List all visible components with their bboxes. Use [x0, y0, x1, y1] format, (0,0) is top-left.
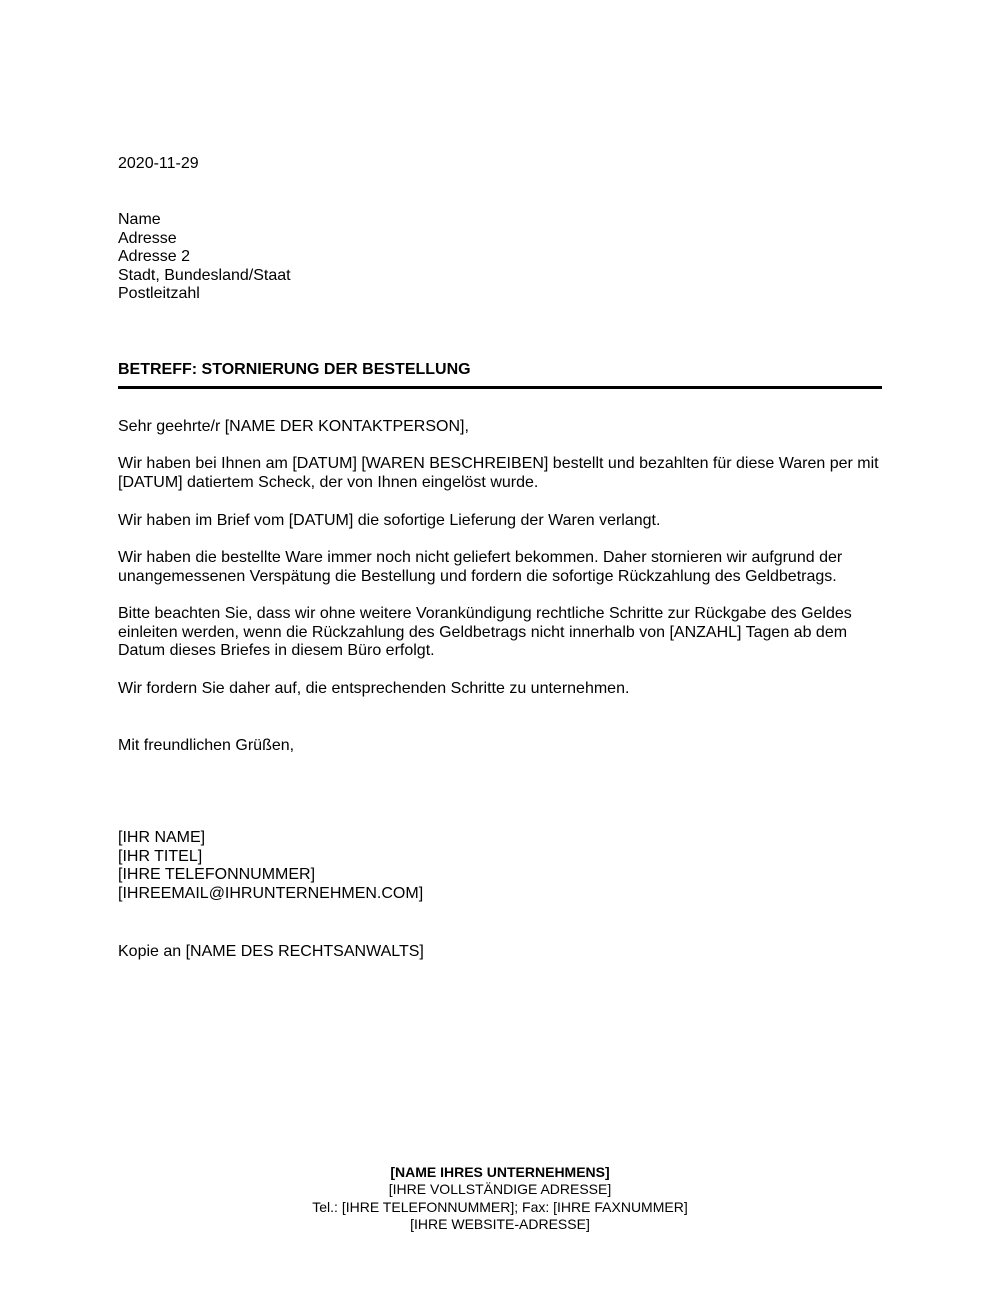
subject-divider: [118, 386, 882, 389]
recipient-address-line-2: Adresse 2: [118, 248, 191, 266]
footer-website: [IHRE WEBSITE-ADRESSE]: [410, 1216, 590, 1233]
signature-block: [118, 829, 423, 903]
recipient-postal-code: Postleitzahl: [118, 285, 200, 303]
sender-title: [IHR TITEL]: [118, 847, 203, 865]
recipient-address-block: [118, 211, 291, 304]
body-paragraph: Bitte beachten Sie, dass wir ohne weitere Vorankündigung rechtliche Schritte zur Rückgabe des Geldes einleiten werden, wenn die Rückzahlung des Geldbetrags nicht innerhalb von [ANZAHL] Tagen ab dem Datum dieses Briefes in diesem Büro erfolgt.: [118, 605, 852, 659]
recipient-name: Name: [118, 211, 161, 228]
closing: Mit freundlichen Grüßen,: [118, 737, 295, 754]
letter-date: 2020-11-29: [118, 155, 199, 172]
subject-line: BETREFF: STORNIERUNG DER BESTELLUNG: [118, 361, 471, 378]
body-paragraph: Wir fordern Sie daher auf, die entsprechenden Schritte zu unternehmen.: [118, 680, 630, 697]
body-paragraph: Wir haben im Brief vom [DATUM] die sofortige Lieferung der Waren verlangt.: [118, 512, 661, 529]
footer-address: [IHRE VOLLSTÄNDIGE ADRESSE]: [388, 1181, 612, 1198]
body-paragraph: Wir haben die bestellte Ware immer noch nicht geliefert bekommen. Daher stornieren wir aufgrund der unangemessenen Verspätung die Bestellung und fordern die sofortige Rückzahlung des Geldbetrags.: [118, 549, 843, 585]
salutation: Sehr geehrte/r [NAME DER KONTAKTPERSON],: [118, 418, 469, 435]
footer-contact: Tel.: [IHRE TELEFONNUMMER]; Fax: [IHRE FAXNUMMER]: [312, 1198, 688, 1215]
footer-company-name: [NAME IHRES UNTERNEHMENS]: [390, 1164, 610, 1180]
carbon-copy-line: Kopie an [NAME DES RECHTSANWALTS]: [118, 943, 424, 960]
recipient-address-line-1: Adresse: [118, 229, 177, 247]
sender-email: [IHREEMAIL@IHRUNTERNEHMEN.COM]: [118, 884, 424, 902]
sender-phone: [IHRE TELEFONNUMMER]: [118, 866, 316, 884]
body-paragraph: Wir haben bei Ihnen am [DATUM] [WAREN BESCHREIBEN] bestellt und bezahlten für diese Waren per mit [DATUM] datiertem Scheck, der von Ihnen eingelöst wurde.: [118, 455, 879, 491]
recipient-city-state: Stadt, Bundesland/Staat: [118, 266, 291, 284]
sender-name: [IHR NAME]: [118, 829, 206, 846]
company-footer: [0, 1164, 1000, 1234]
